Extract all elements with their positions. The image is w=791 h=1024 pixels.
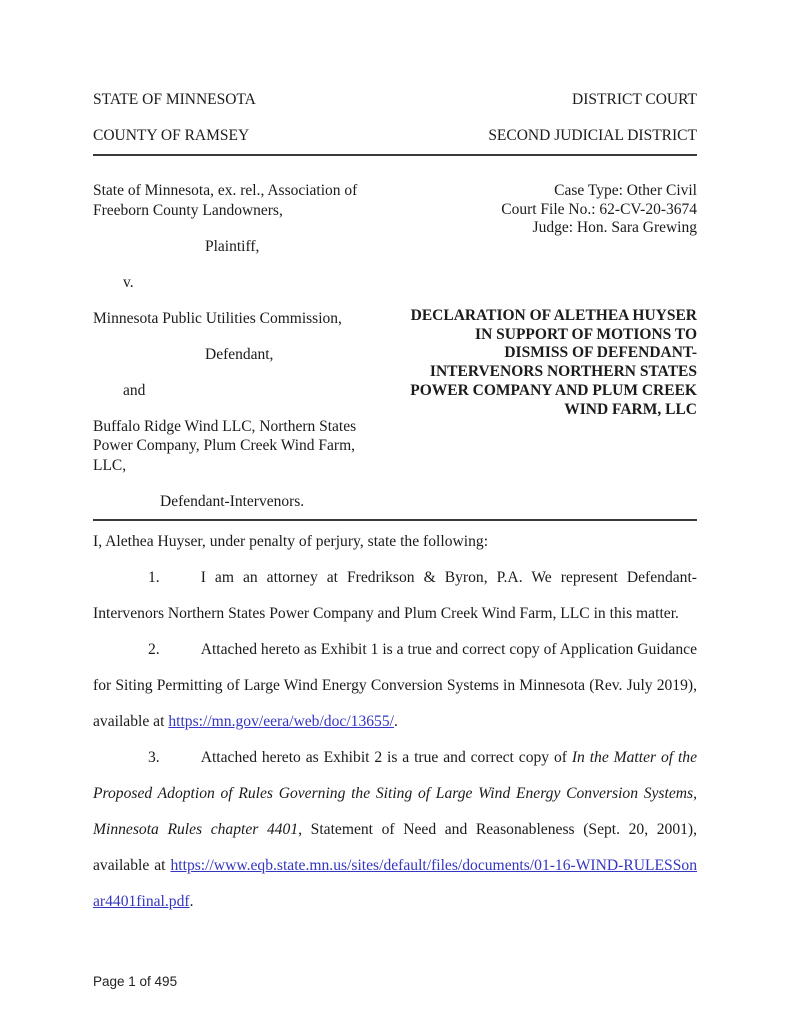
document-title-line: INTERVENORS NORTHERN STATES [429, 363, 697, 381]
district-label: SECOND JUDICIAL DISTRICT [488, 127, 697, 144]
party-role-intervenors: Defendant-Intervenors. [160, 492, 305, 510]
text-run: Attached hereto as Exhibit 1 is a true and correct copy of Application Guidance for Siting Permitting of Large Wind Energy Conversion Systems in Minnesota (Rev. July 2019), available at [93, 641, 697, 730]
document-title [377, 307, 697, 419]
court-file-number: Court File No.: 62-CV-20-3674 [501, 200, 697, 218]
and-label: and [123, 381, 146, 399]
hyperlink[interactable]: https://mn.gov/eera/web/doc/13655/ [168, 713, 394, 730]
text-run: . [393, 713, 398, 730]
paragraph-number: 1. [148, 569, 160, 586]
party-intervenors-name: Buffalo Ridge Wind LLC, Northern States Power Company, Plum Creek Wind Farm, LLC, [93, 417, 357, 474]
judge-name: Judge: Hon. Sara Grewing [532, 219, 697, 236]
declaration-intro: I, Alethea Huyser, under penalty of perjury, state the following: [93, 533, 489, 550]
court-header [93, 90, 697, 162]
numbered-paragraph [93, 560, 697, 632]
document-title-line: POWER COMPANY AND PLUM CREEK [410, 381, 697, 399]
declaration-body [93, 524, 697, 920]
party-defendant-name: Minnesota Public Utilities Commission, [93, 309, 342, 327]
case-type: Case Type: Other Civil [554, 182, 697, 199]
page-number-label: Page 1 of 495 [93, 974, 178, 989]
court-header-row [93, 90, 697, 109]
document-title-line: IN SUPPORT OF MOTIONS TO [475, 325, 697, 343]
court-header-row [93, 126, 697, 145]
state-label: STATE OF MINNESOTA [93, 91, 256, 108]
caption-top-rule [93, 154, 697, 156]
italic-citation: In the Matter of the Proposed Adoption of Rules Governing the Siting of Large Wind Energy Conversion Systems, Minnesota Rules chapter 4401 [93, 749, 697, 838]
text-run: I am an attorney at Fredrikson & Byron, P.A. We represent Defendant-Intervenors Northern States Power Company and Plum Creek Wind Farm, LLC in this matter. [93, 569, 697, 622]
paragraph-number: 2. [148, 641, 160, 658]
document-title-line: DISMISS OF DEFENDANT- [504, 344, 697, 362]
county-label: COUNTY OF RAMSEY [93, 127, 250, 144]
versus-label: v. [123, 273, 134, 291]
party-plaintiff-name: State of Minnesota, ex. rel., Association of Freeborn County Landowners, [93, 182, 358, 219]
hyperlink[interactable]: https://www.eqb.state.mn.us/sites/default/files/documents/01-16-WIND-RULESSonar4401final.pdf [93, 857, 697, 910]
text-run: Attached hereto as Exhibit 2 is a true and correct copy of [200, 749, 572, 766]
document-title-line: WIND FARM, LLC [564, 400, 697, 418]
court-label: DISTRICT COURT [572, 91, 697, 108]
party-role-plaintiff: Plaintiff, [205, 237, 260, 255]
paragraph-number: 3. [148, 749, 160, 766]
case-meta [377, 182, 697, 238]
numbered-paragraph [93, 632, 697, 740]
party-role-defendant: Defendant, [205, 345, 274, 363]
document-title-line: DECLARATION OF ALETHEA HUYSER [410, 307, 697, 324]
paragraph-text [93, 749, 697, 910]
caption-parties [93, 181, 390, 528]
paragraph-text [93, 641, 697, 730]
text-run: . [189, 893, 194, 910]
paragraph-text [93, 569, 697, 622]
text-run: , Statement of Need and Reasonableness (Sept. 20, 2001), available at [93, 821, 698, 874]
caption-bottom-rule [93, 519, 697, 521]
numbered-paragraph [93, 740, 697, 920]
